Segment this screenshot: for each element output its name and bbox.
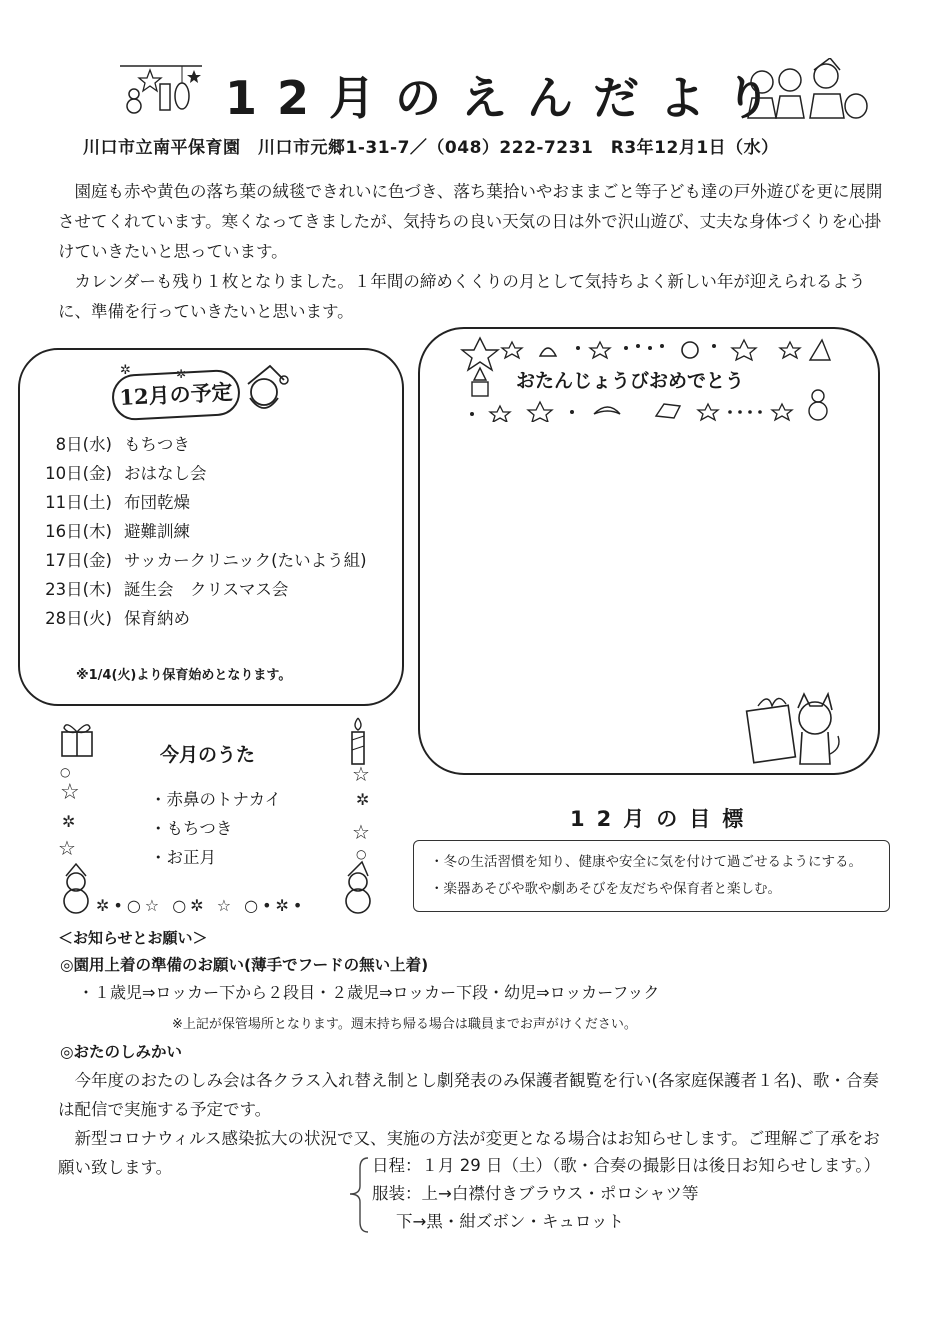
schedule-item	[40, 604, 367, 633]
snowman-icon	[340, 860, 376, 914]
schedule-list	[40, 430, 367, 633]
schedule-item	[40, 430, 367, 459]
star-icon: ✲	[176, 367, 187, 381]
song-title: 今月のうた	[160, 744, 256, 766]
circle-icon: ○	[60, 765, 71, 779]
schedule-date: 8日(水)	[55, 435, 112, 454]
schedule-item	[40, 459, 367, 488]
birthday-decor-bottom	[460, 366, 840, 422]
schedule-date: 23日(木)	[45, 580, 112, 599]
event-date-line: 日程：１月 29 日（土）（歌・合奏の撮影日は後日お知らせします。）	[372, 1156, 881, 1175]
schedule-event: 保育納め	[124, 609, 190, 628]
bracket-icon	[346, 1156, 370, 1234]
goals-title: 12月の目標	[570, 807, 756, 831]
circle-icon: ○	[356, 847, 367, 861]
intro-paragraph-2: カレンダーも残り１枚となりました。１年間の締めくくりの月として気持ちよく新しい年が迎えられるように、準備を行っていきたいと思います。	[58, 272, 866, 321]
candle-icon	[344, 716, 372, 766]
asterisk-icon: ✲	[62, 812, 76, 831]
schedule-event: サッカークリニック(たいよう組)	[124, 551, 367, 570]
gift-icon	[58, 718, 96, 758]
schedule-date: 11日(土)	[45, 493, 112, 512]
schedule-event: もちつき	[124, 435, 190, 454]
intro-paragraph-1: 園庭も赤や黄色の落ち葉の絨毯できれいに色づき、落ち葉拾いやおままごと等子ども達の戸外遊びを更に展開させてくれています。寒くなってきましたが、気持ちの良い天気の日は外で沢山遊び、丈夫な身体づくりを心掛けていきたいと思っています。	[58, 182, 883, 261]
schedule-event: 避難訓練	[124, 522, 190, 541]
schedule-event: 布団乾燥	[124, 493, 190, 512]
page-title: 12月のえんだより	[225, 71, 792, 125]
schedule-date: 17日(金)	[45, 551, 112, 570]
song-item: ・もちつき	[150, 819, 233, 838]
intro-text	[58, 177, 888, 327]
song-list	[150, 785, 281, 872]
notice-heading: ＜お知らせとお願い＞	[58, 929, 208, 947]
ornaments-illustration	[120, 62, 202, 124]
notice-jacket-note: ※上記が保管場所となります。週末持ち帰る場合は職員までお声がけください。	[172, 1017, 637, 1032]
song-item: ・お正月	[150, 848, 216, 867]
schedule-item	[40, 488, 367, 517]
goal-item: ・冬の生活習慣を知り、健康や安全に気を付けて過ごせるようにする。	[430, 854, 862, 870]
cat-with-gift-illustration	[744, 688, 844, 768]
song-item: ・赤鼻のトナカイ	[150, 790, 282, 809]
notice-event-paragraph-2: 新型コロナウィルス感染拡大の状況で又、実施の方法が変更となる場合はお知らせします。ご理解ご了承をお願い致します。	[58, 1129, 880, 1177]
decorative-border-bottom: ✲•○☆ ○✲ ☆ ○•✲•	[96, 896, 307, 915]
snowman-icon	[58, 862, 94, 914]
schedule-title: 12月の予定	[111, 369, 241, 422]
star-icon: ☆	[352, 820, 370, 844]
santa-icon	[240, 362, 290, 416]
notice-jacket-locations: ・１歳児⇒ロッカー下から２段目・２歳児⇒ロッカー下段・幼児⇒ロッカーフック	[78, 983, 660, 1002]
schedule-item	[40, 575, 367, 604]
star-icon: ☆	[60, 780, 80, 805]
star-icon: ☆	[352, 762, 370, 786]
schedule-event: 誕生会 クリスマス会	[124, 580, 289, 599]
school-info-line: 川口市立南平保育園 川口市元郷1-31-7／（048）222-7231 R3年12月1日（水）	[83, 138, 779, 158]
schedule-event: おはなし会	[124, 464, 207, 483]
schedule-item	[40, 517, 367, 546]
notice-event-title: ◎おたのしみかい	[60, 1043, 183, 1061]
goal-item: ・楽器あそびや歌や劇あそびを友だちや保育者と楽しむ。	[430, 881, 781, 897]
schedule-item	[40, 546, 367, 575]
schedule-date: 10日(金)	[45, 464, 112, 483]
kids-illustration	[742, 58, 870, 122]
schedule-date: 28日(火)	[45, 609, 112, 628]
schedule-date: 16日(木)	[45, 522, 112, 541]
notice-event-paragraph-1: 今年度のおたのしみ会は各クラス入れ替え制とし劇発表のみ保護者観覧を行い(各家庭保護者１名)、歌・合奏は配信で実施する予定です。	[58, 1071, 879, 1119]
notice-jacket-title: ◎園用上着の準備のお願い(薄手でフードの無い上着)	[60, 956, 429, 974]
goals-box	[413, 840, 890, 912]
schedule-note: ※1/4(火)より保育始めとなります。	[76, 668, 292, 683]
star-icon: ☆	[58, 836, 76, 860]
event-clothes-line-2: 下→黒・紺ズボン・キュロット	[396, 1212, 624, 1231]
star-icon: ✲	[120, 363, 131, 378]
event-details	[372, 1152, 880, 1236]
event-clothes-line-1: 服装：上→白襟付きブラウス・ポロシャツ等	[372, 1184, 699, 1203]
birthday-title: おたんじょうびおめでとう	[516, 370, 745, 392]
asterisk-icon: ✲	[356, 790, 370, 809]
